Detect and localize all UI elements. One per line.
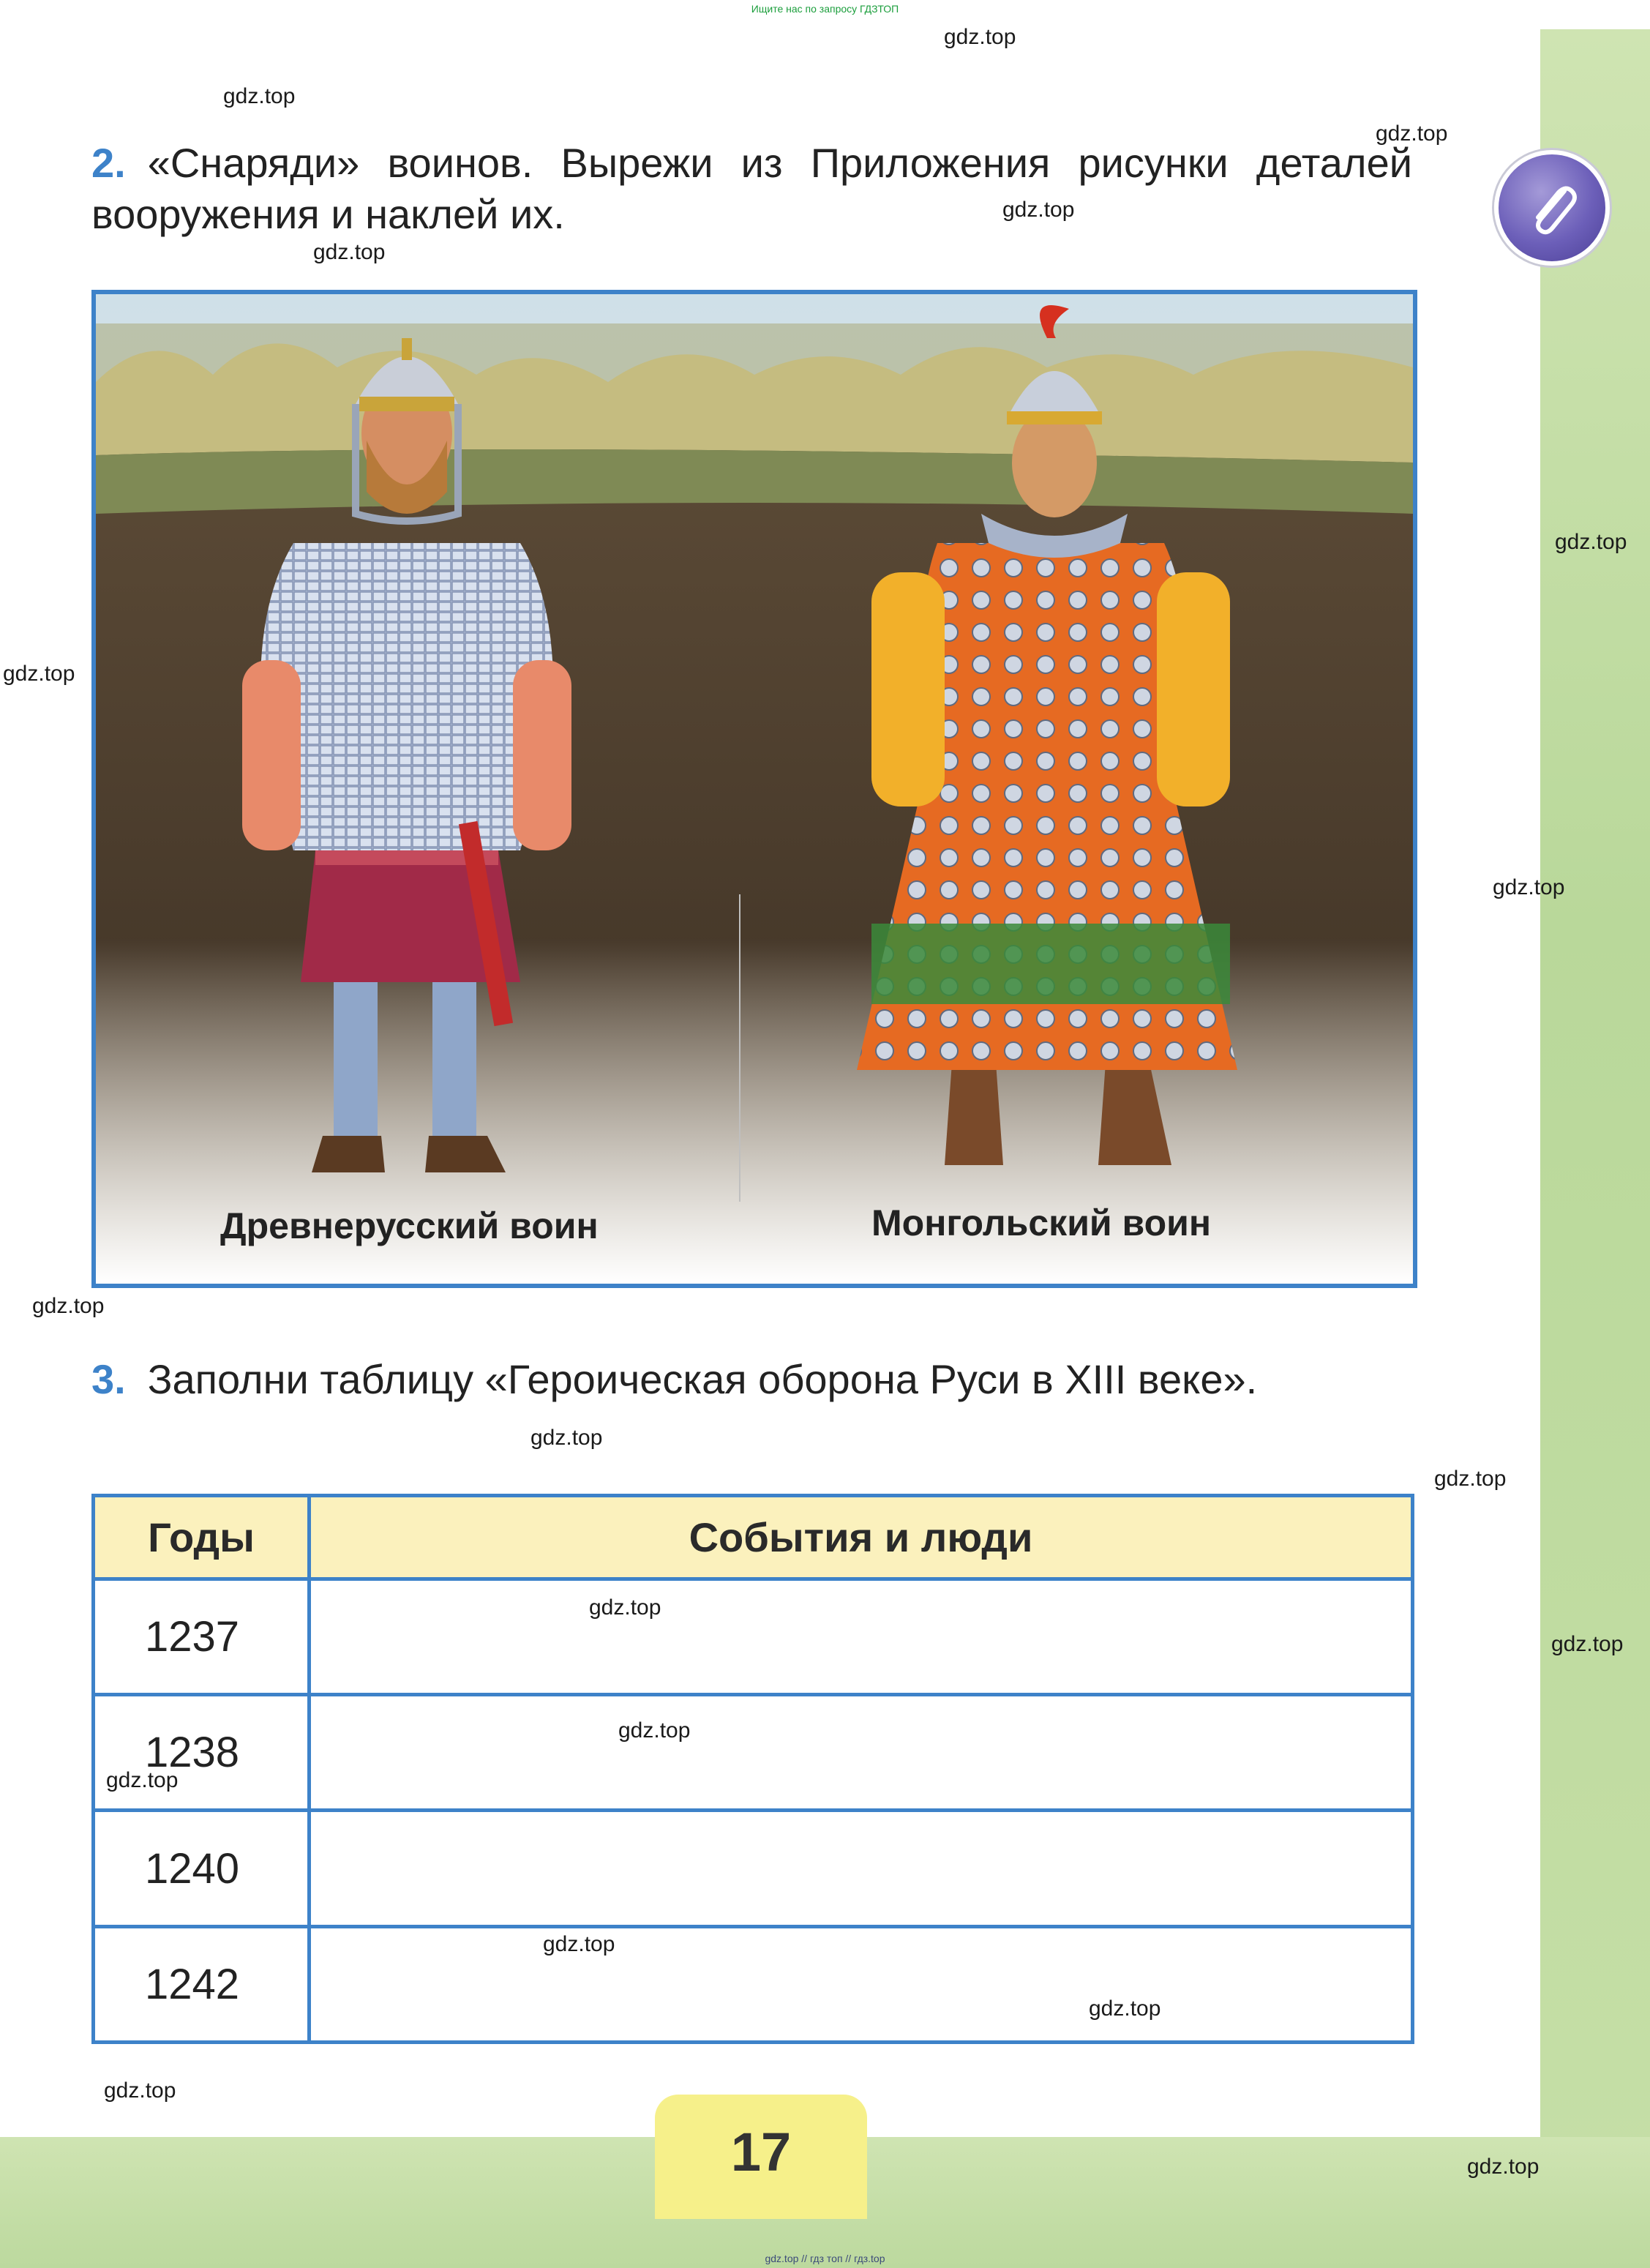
year-cell: 1238 [94,1695,310,1811]
events-table [91,1494,1414,2044]
events-input-cell[interactable] [310,1926,1413,2042]
table-row [94,1695,1413,1811]
watermark: gdz.top [1555,530,1627,554]
task-2 [91,138,1412,240]
watermark: gdz.top [3,662,75,686]
watermark: gdz.top [1493,875,1565,899]
task-3 [91,1354,1412,1405]
watermark: gdz.top [589,1595,661,1620]
table-row [94,1926,1413,2042]
paperclip-icon [1494,150,1610,266]
watermark: gdz.top [530,1426,603,1450]
watermark: gdz.top [313,240,386,264]
watermark: gdz.top [1089,1996,1161,2021]
watermark: gdz.top [1002,198,1075,222]
table-header-row [94,1496,1413,1579]
warriors-scene [96,294,1413,1284]
watermark: gdz.top [223,84,296,108]
watermark: gdz.top [1434,1467,1507,1491]
watermark: gdz.top [1467,2155,1540,2179]
task-text: Заполни таблицу «Героическая оборона Руси в XIII веке». [147,1356,1258,1402]
watermark: gdz.top [944,25,1016,49]
table-row [94,1811,1413,1926]
task-number: 3. [91,1356,126,1402]
warriors-illustration [91,290,1417,1288]
table-row [94,1579,1413,1694]
year-cell: 1242 [94,1926,310,2042]
watermark: gdz.top [1376,121,1448,146]
year-cell: 1240 [94,1811,310,1926]
events-input-cell[interactable] [310,1695,1413,1811]
page-number: 17 [730,2122,792,2182]
watermark: gdz.top [543,1932,615,1956]
watermark: gdz.top [618,1718,691,1743]
header-note: Ищите нас по запросу ГДЗТОП [751,3,899,15]
caption-mongol-warrior: Монгольский воин [871,1202,1212,1243]
year-cell: 1237 [94,1579,310,1694]
watermark: gdz.top [32,1294,105,1318]
header-years: Годы [94,1496,310,1579]
watermark: gdz.top [1551,1632,1624,1656]
footer-note: gdz.top // гдз топ // гдз.top [765,2253,885,2264]
caption-old-russian-warrior: Древнерусский воин [220,1205,599,1246]
watermark: gdz.top [104,2078,176,2103]
events-input-cell[interactable] [310,1811,1413,1926]
header-events: События и люди [310,1496,1413,1579]
task-number: 2. [91,140,126,186]
task-text: «Снаряди» воинов. Вырежи из Приложения рисунки деталей вооружения и наклей их. [91,140,1412,237]
events-input-cell[interactable] [310,1579,1413,1694]
side-decor-band [1540,29,1650,2268]
watermark: gdz.top [106,1768,179,1792]
